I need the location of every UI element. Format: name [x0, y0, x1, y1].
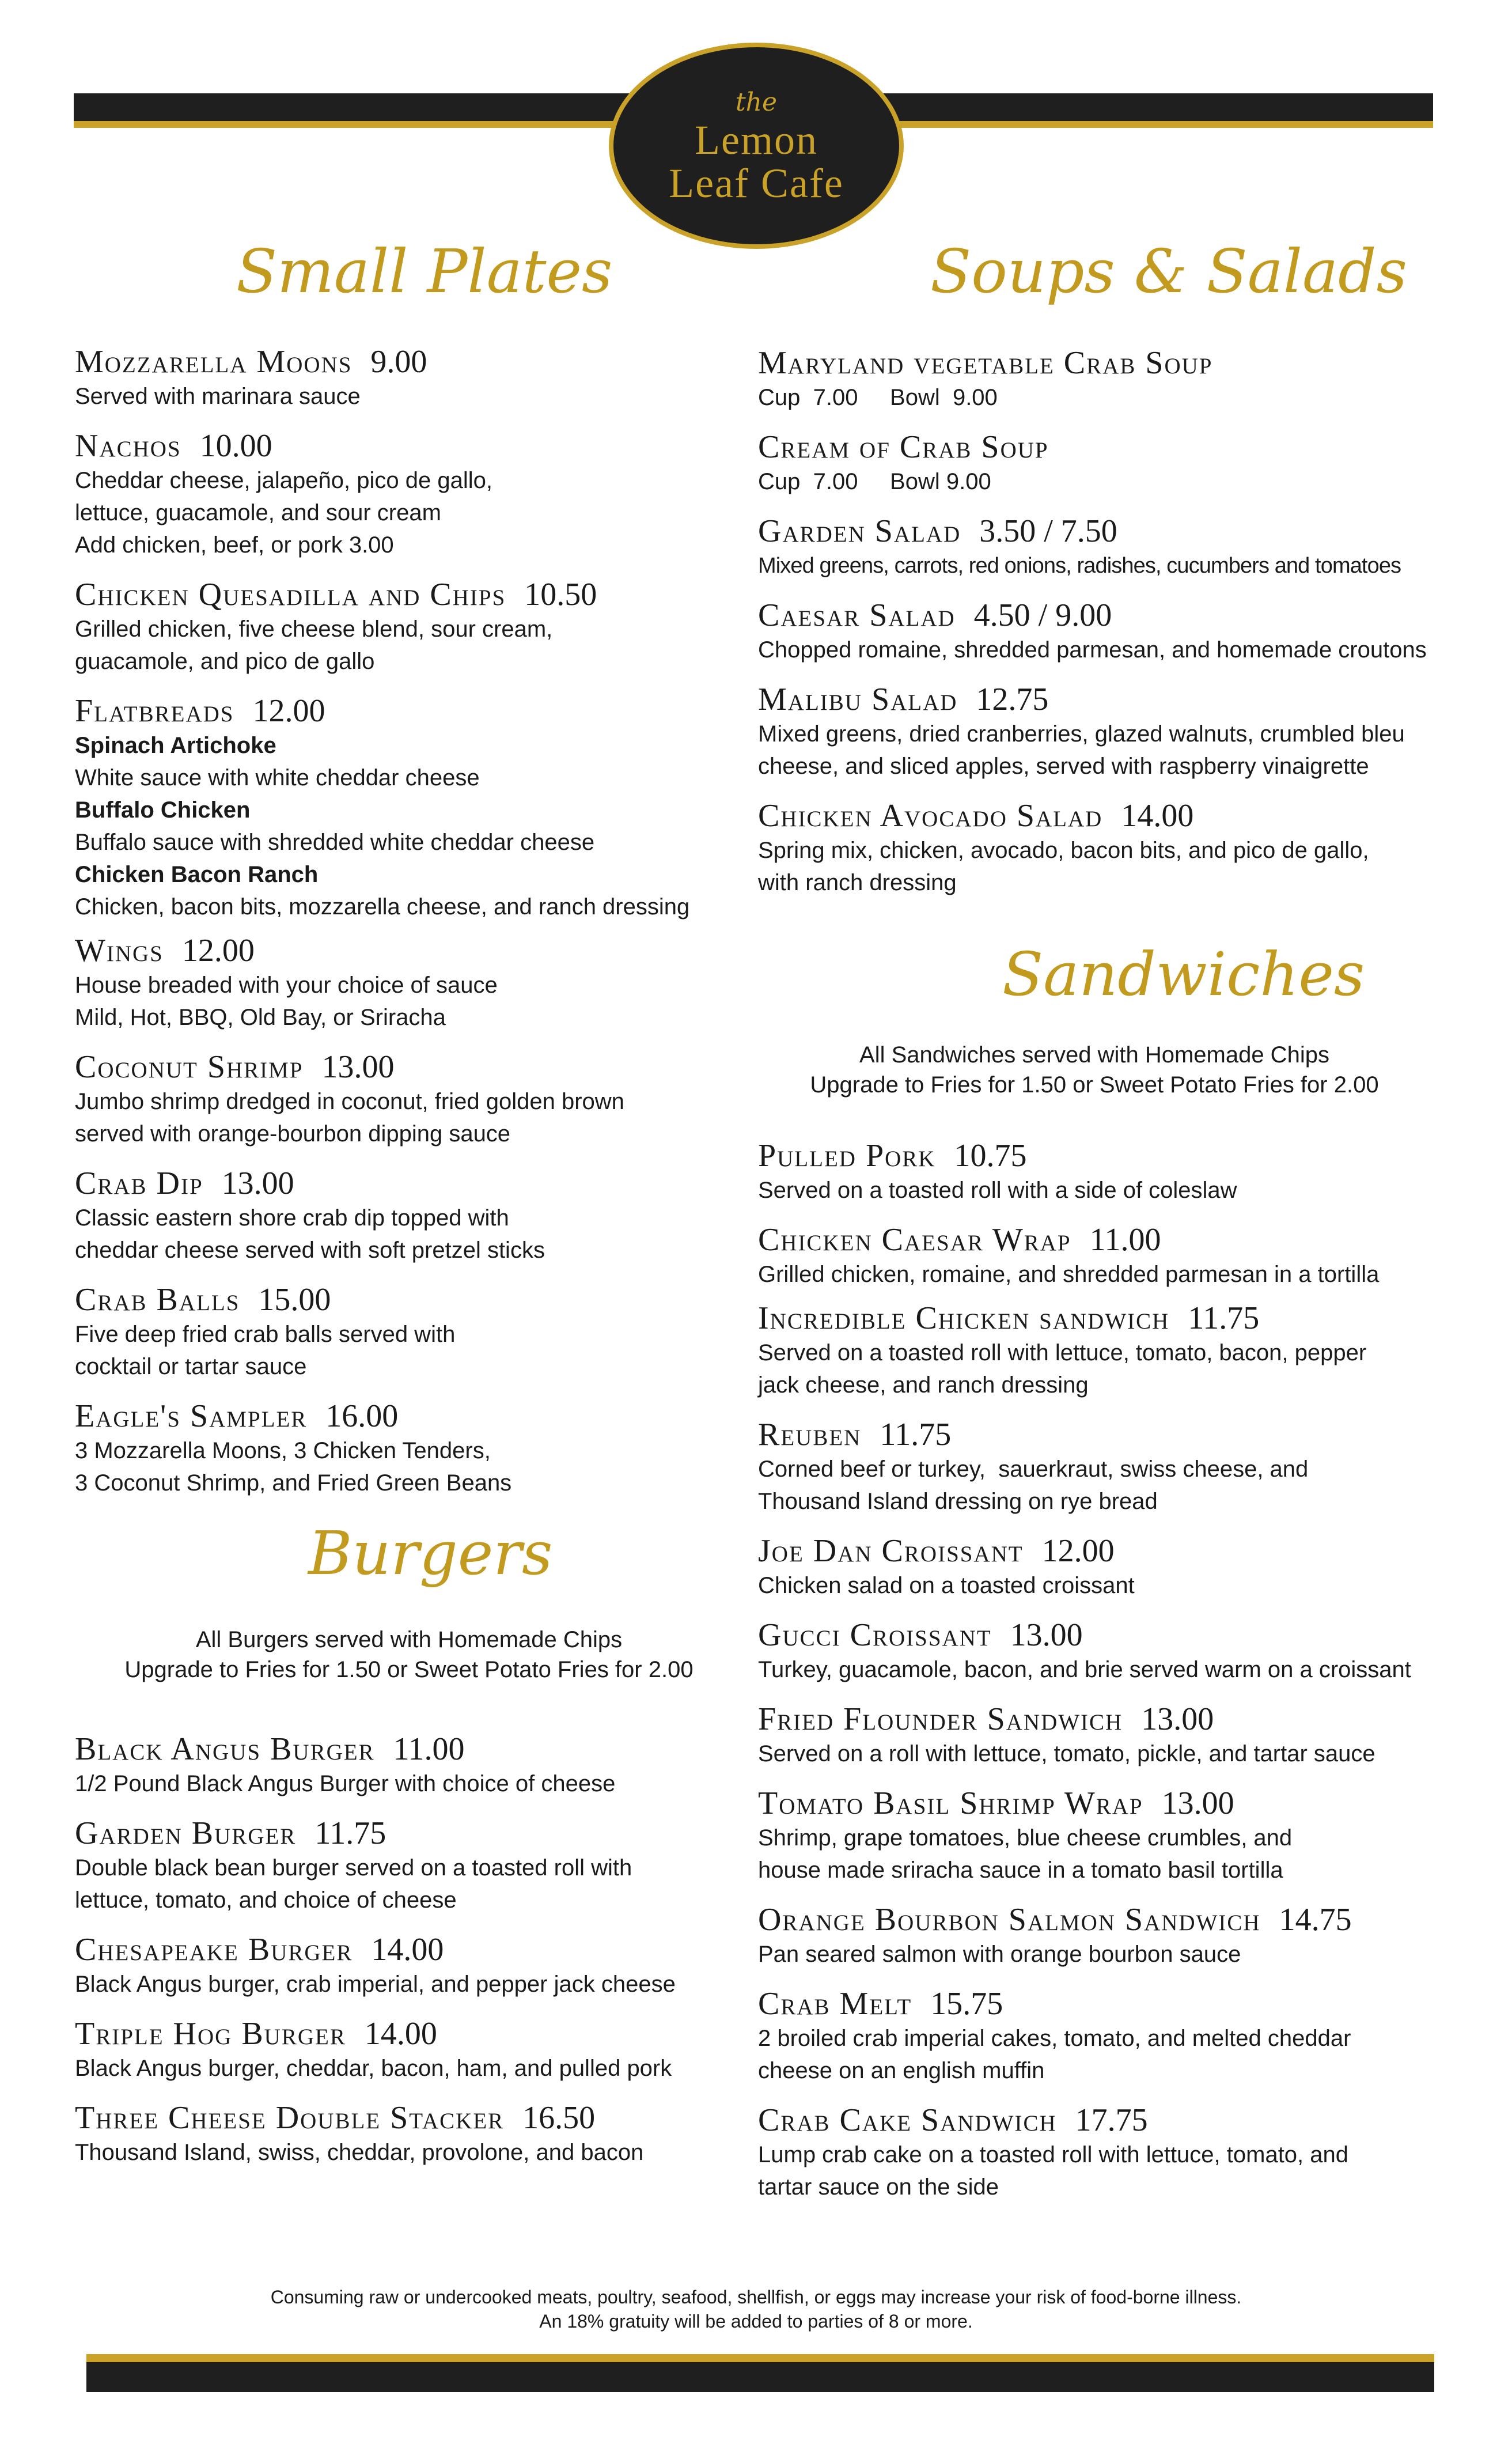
item-price: 15.00 — [258, 1282, 331, 1318]
item-name: Tomato Basil Shrimp Wrap — [758, 1785, 1143, 1821]
bottom-black-band — [86, 2362, 1434, 2392]
menu-item — [75, 427, 737, 561]
item-price: 13.00 — [321, 1049, 395, 1085]
item-name: Gucci Croissant — [758, 1617, 992, 1653]
item-desc: Spring mix, chicken, avocado, bacon bits, and pico de gallo, — [758, 838, 1369, 863]
sandwiches-note — [755, 1040, 1434, 1100]
menu-item — [758, 2102, 1420, 2203]
cafe-logo — [609, 43, 904, 249]
soups-salads-heading: Soups & Salads — [930, 236, 1407, 307]
item-desc: lettuce, guacamole, and sour cream — [75, 500, 441, 525]
item-price: 13.00 — [1141, 1701, 1214, 1737]
item-name: Joe Dan Croissant — [758, 1533, 1024, 1569]
item-desc: Shrimp, grape tomatoes, blue cheese crumbles, and — [758, 1825, 1293, 1851]
menu-item — [758, 1416, 1420, 1518]
item-price: 10.75 — [954, 1138, 1027, 1174]
item-desc: cheese, and sliced apples, served with raspberry vinaigrette — [758, 754, 1369, 779]
item-desc: cheddar cheese served with soft pretzel sticks — [75, 1238, 545, 1263]
item-desc: with ranch dressing — [758, 870, 957, 895]
item-desc: Mild, Hot, BBQ, Old Bay, or Sriracha — [75, 1005, 446, 1030]
menu-item — [758, 345, 1420, 414]
item-desc: Thousand Island, swiss, cheddar, provolone, and bacon — [75, 2140, 644, 2165]
menu-item — [758, 1300, 1420, 1401]
item-desc: House breaded with your choice of sauce — [75, 973, 498, 998]
menu-item-flatbreads — [75, 693, 737, 923]
item-price: 10.50 — [524, 577, 597, 612]
menu-item — [758, 429, 1420, 498]
flatbread-desc: White sauce with white cheddar cheese — [75, 765, 480, 790]
item-name: Crab Balls — [75, 1282, 240, 1318]
item-desc: Classic eastern shore crab dip topped with — [75, 1205, 509, 1231]
item-price: 14.75 — [1279, 1902, 1352, 1938]
item-price: 14.00 — [1121, 798, 1194, 834]
item-desc: Thousand Island dressing on rye bread — [758, 1489, 1158, 1514]
item-name: Flatbreads — [75, 693, 234, 729]
sandwiches-note-line-2: Upgrade to Fries for 1.50 or Sweet Potato Fries for 2.00 — [810, 1072, 1379, 1098]
burgers-note — [75, 1625, 743, 1685]
menu-item — [75, 2015, 737, 2084]
burgers-note-line-2: Upgrade to Fries for 1.50 or Sweet Potato Fries for 2.00 — [124, 1657, 694, 1682]
item-price: 13.00 — [1010, 1617, 1083, 1653]
item-desc: Chopped romaine, shredded parmesan, and homemade croutons — [758, 637, 1427, 663]
item-price: 13.00 — [221, 1166, 294, 1201]
item-price: 9.00 — [370, 344, 427, 380]
item-desc: Served on a toasted roll with a side of coleslaw — [758, 1178, 1237, 1203]
item-name: Chicken Quesadilla and Chips — [75, 577, 506, 612]
item-desc: Grilled chicken, five cheese blend, sour cream, — [75, 616, 553, 642]
item-name: Coconut Shrimp — [75, 1049, 304, 1085]
menu-item — [758, 797, 1420, 899]
item-price: 17.75 — [1075, 2102, 1148, 2138]
menu-item — [75, 932, 737, 1034]
menu-item — [758, 1137, 1420, 1206]
item-desc: Mixed greens, carrots, red onions, radishes, cucumbers and tomatoes — [758, 554, 1401, 578]
item-name: Garden Burger — [75, 1815, 297, 1851]
item-name: Crab Dip — [75, 1166, 203, 1201]
flatbread-name: Chicken Bacon Ranch — [75, 862, 319, 887]
menu-item — [758, 513, 1420, 582]
item-name: Three Cheese Double Stacker — [75, 2100, 505, 2136]
item-name: Nachos — [75, 428, 181, 464]
item-price: 14.00 — [371, 1932, 444, 1968]
menu-item — [75, 2099, 737, 2169]
item-name: Crab Melt — [758, 1986, 912, 2022]
menu-item — [758, 1701, 1420, 1770]
flatbread-desc: Chicken, bacon bits, mozzarella cheese, and ranch dressing — [75, 894, 690, 920]
item-desc: Pan seared salmon with orange bourbon sauce — [758, 1942, 1241, 1967]
menu-item — [75, 1398, 737, 1499]
item-desc: 1/2 Pound Black Angus Burger with choice of cheese — [75, 1771, 616, 1796]
item-price: 16.50 — [522, 2100, 596, 2136]
bottom-gold-band — [86, 2354, 1434, 2362]
item-price: 11.00 — [393, 1731, 465, 1767]
item-name: Cream of Crab Soup — [758, 429, 1049, 465]
flatbread-desc: Buffalo sauce with shredded white cheddar cheese — [75, 830, 595, 855]
item-price: 4.50 / 9.00 — [973, 597, 1112, 633]
item-price: 12.00 — [181, 933, 255, 968]
item-price: 11.00 — [1089, 1222, 1161, 1258]
item-price: 11.75 — [880, 1417, 952, 1452]
item-price: 14.00 — [364, 2016, 437, 2052]
item-desc: 2 broiled crab imperial cakes, tomato, and melted cheddar — [758, 2026, 1351, 2051]
logo-line-1: Lemon — [695, 117, 818, 163]
item-price: 13.00 — [1161, 1785, 1234, 1821]
item-name: Garden Salad — [758, 513, 961, 549]
item-price: 10.00 — [199, 428, 272, 464]
item-desc: Grilled chicken, romaine, and shredded parmesan in a tortilla — [758, 1262, 1380, 1287]
item-desc: 3 Coconut Shrimp, and Fried Green Beans — [75, 1470, 512, 1496]
item-desc: lettuce, tomato, and choice of cheese — [75, 1887, 457, 1913]
item-desc: Corned beef or turkey, sauerkraut, swiss cheese, and — [758, 1456, 1309, 1482]
item-name: Chicken Avocado Salad — [758, 798, 1103, 834]
menu-item — [758, 1901, 1420, 1970]
item-name: Triple Hog Burger — [75, 2016, 346, 2052]
menu-item — [75, 1165, 737, 1266]
footer-line-1: Consuming raw or undercooked meats, poultry, seafood, shellfish, or eggs may increase your risk of food-borne illness. — [270, 2287, 1242, 2307]
item-desc: guacamole, and pico de gallo — [75, 649, 375, 674]
item-desc: Turkey, guacamole, bacon, and brie served warm on a croissant — [758, 1657, 1411, 1682]
item-name: Malibu Salad — [758, 682, 958, 717]
item-desc: Chicken salad on a toasted croissant — [758, 1573, 1135, 1598]
menu-item — [758, 1221, 1420, 1291]
sandwiches-heading: Sandwiches — [1002, 939, 1365, 1009]
item-name: Reuben — [758, 1417, 862, 1452]
item-name: Chesapeake Burger — [75, 1932, 353, 1968]
item-desc: jack cheese, and ranch dressing — [758, 1372, 1089, 1398]
item-desc: 3 Mozzarella Moons, 3 Chicken Tenders, — [75, 1438, 491, 1463]
item-name: Black Angus Burger — [75, 1731, 375, 1767]
item-price: 12.00 — [252, 693, 325, 729]
menu-item — [75, 1281, 737, 1383]
menu-item — [758, 681, 1420, 782]
item-price: 12.00 — [1041, 1533, 1115, 1569]
item-name: Orange Bourbon Salmon Sandwich — [758, 1902, 1261, 1938]
sandwiches-note-line-1: All Sandwiches served with Homemade Chips — [859, 1042, 1329, 1068]
menu-item — [75, 1049, 737, 1150]
item-name: Incredible Chicken sandwich — [758, 1300, 1170, 1336]
item-desc: Jumbo shrimp dredged in coconut, fried golden brown — [75, 1089, 624, 1114]
menu-item — [758, 597, 1427, 666]
item-desc: Black Angus burger, cheddar, bacon, ham, and pulled pork — [75, 2056, 672, 2081]
item-price: 3.50 / 7.50 — [979, 513, 1117, 549]
menu-item — [75, 576, 737, 678]
logo-the: the — [735, 88, 778, 117]
flatbread-name: Buffalo Chicken — [75, 797, 251, 823]
item-price: 16.00 — [325, 1398, 399, 1434]
item-desc: Black Angus burger, crab imperial, and pepper jack cheese — [75, 1972, 676, 1997]
item-desc: Mixed greens, dried cranberries, glazed walnuts, crumbled bleu — [758, 721, 1405, 747]
menu-item — [75, 1815, 737, 1916]
item-desc: Five deep fried crab balls served with — [75, 1322, 456, 1347]
item-name: Fried Flounder Sandwich — [758, 1701, 1123, 1737]
menu-item — [758, 1985, 1420, 2087]
item-desc: Lump crab cake on a toasted roll with lettuce, tomato, and — [758, 2142, 1349, 2167]
footer-disclaimer — [0, 2285, 1512, 2333]
item-name: Maryland vegetable Crab Soup — [758, 345, 1213, 381]
menu-item — [75, 1731, 737, 1800]
menu-item — [758, 1785, 1420, 1886]
item-name: Chicken Caesar Wrap — [758, 1222, 1071, 1258]
item-desc: Cup 7.00 Bowl 9.00 — [758, 469, 991, 494]
burgers-heading: Burgers — [308, 1518, 553, 1588]
item-price: 15.75 — [930, 1986, 1003, 2022]
item-desc: house made sriracha sauce in a tomato basil tortilla — [758, 1857, 1283, 1883]
item-desc: cocktail or tartar sauce — [75, 1354, 307, 1379]
logo-line-2: Leaf Cafe — [669, 160, 844, 206]
item-desc: Served on a toasted roll with lettuce, tomato, bacon, pepper — [758, 1340, 1367, 1365]
item-desc: Served with marinara sauce — [75, 384, 361, 409]
item-desc: Cup 7.00 Bowl 9.00 — [758, 385, 998, 410]
item-name: Crab Cake Sandwich — [758, 2102, 1057, 2138]
menu-item — [75, 343, 737, 413]
item-name: Caesar Salad — [758, 597, 956, 633]
item-desc: Add chicken, beef, or pork 3.00 — [75, 532, 394, 558]
item-desc: served with orange-bourbon dipping sauce — [75, 1121, 511, 1147]
footer-line-2: An 18% gratuity will be added to parties of 8 or more. — [539, 2311, 973, 2332]
menu-item — [758, 1617, 1420, 1686]
menu-item — [75, 1931, 737, 2000]
small-plates-heading: Small Plates — [236, 236, 613, 307]
item-name: Mozzarella Moons — [75, 344, 353, 380]
item-name: Eagle's Sampler — [75, 1398, 308, 1434]
item-desc: tartar sauce on the side — [758, 2174, 999, 2200]
item-price: 11.75 — [314, 1815, 386, 1851]
item-desc: Cheddar cheese, jalapeño, pico de gallo, — [75, 468, 492, 493]
flatbread-name: Spinach Artichoke — [75, 733, 276, 758]
item-price: 11.75 — [1188, 1300, 1260, 1336]
item-name: Wings — [75, 933, 164, 968]
item-desc: cheese on an english muffin — [758, 2058, 1045, 2083]
menu-item — [758, 1533, 1420, 1602]
item-desc: Served on a roll with lettuce, tomato, pickle, and tartar sauce — [758, 1741, 1375, 1766]
item-price: 12.75 — [976, 682, 1049, 717]
burgers-note-line-1: All Burgers served with Homemade Chips — [195, 1627, 623, 1652]
item-desc: Double black bean burger served on a toasted roll with — [75, 1855, 632, 1881]
item-name: Pulled Pork — [758, 1138, 936, 1174]
